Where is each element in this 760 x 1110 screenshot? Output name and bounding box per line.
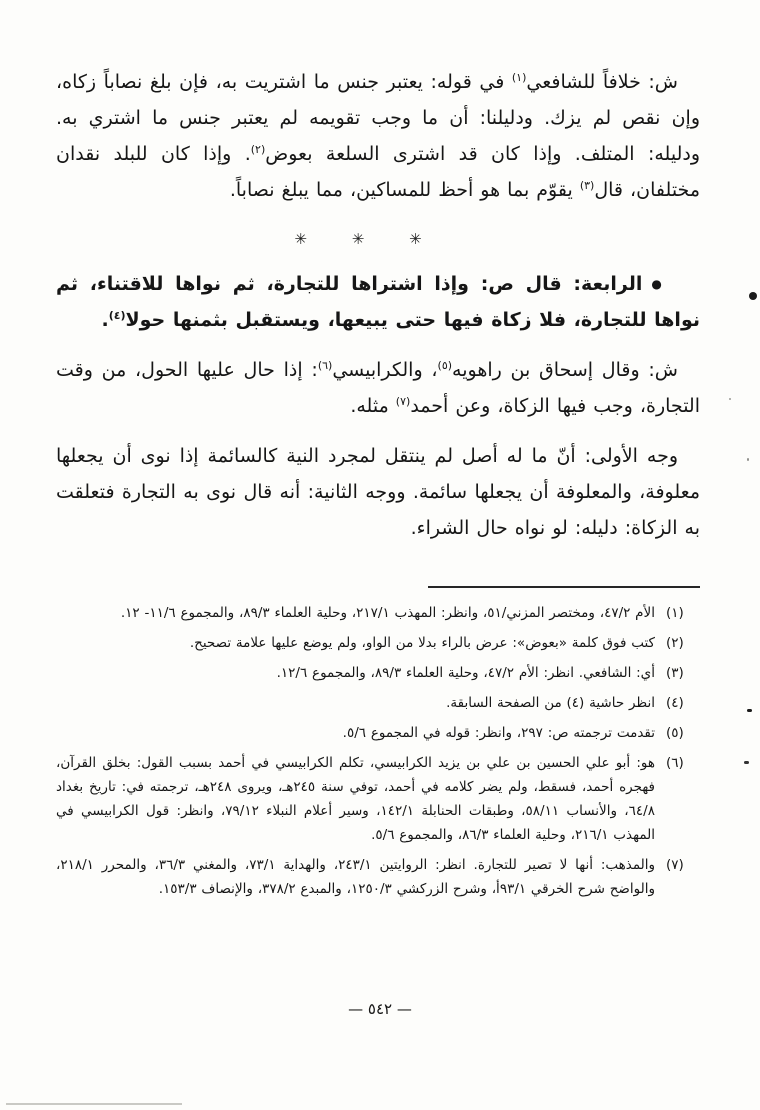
footnote-item bbox=[56, 721, 698, 745]
footnote-marker: (٣) bbox=[666, 665, 684, 681]
footnote-ref: (٢) bbox=[250, 143, 266, 156]
footnote-ref: (١) bbox=[511, 71, 527, 84]
footnote-marker: (٦) bbox=[666, 755, 684, 771]
footnote-item bbox=[56, 853, 698, 901]
footnote-separator-line bbox=[428, 586, 700, 588]
footnote-ref: (٧) bbox=[395, 395, 411, 408]
footnote-ref: (٦) bbox=[317, 359, 333, 372]
scan-edge-artifact bbox=[6, 1103, 182, 1105]
ink-speck bbox=[729, 398, 731, 400]
footnote-marker: (٥) bbox=[666, 725, 684, 741]
footnote-text: أي: الشافعي. انظر: الأم ٤٧/٢، وحلية العلماء ٨٩/٣، والمجموع ١٢/٦. bbox=[276, 665, 655, 681]
footnote-item bbox=[56, 631, 698, 655]
footnote-text: كتب فوق كلمة «بعوض»: عرض بالراء بدلا من الواو، ولم يوضع عليها علامة تصحيح. bbox=[189, 635, 655, 651]
para-shin-2: ش: وقال إسحاق بن راهويه$^{(٥)}$، والكرابيسي$^{(٦)}$: إذا حال عليها الحول، من وقت التجارة، وجب فيها الزكاة، وعن أحمد$^{(٧)}$ مثله. bbox=[56, 359, 700, 417]
ink-speck bbox=[747, 709, 752, 712]
ink-speck bbox=[749, 292, 757, 300]
para-shin-1: ش: خلافاً للشافعي$^{(١)}$ في قوله: يعتبر جنس ما اشتريت به، فإن بلغ نصاباً زكاه، وإن نقص لم يزك. ودليلنا: أن ما وجب تقويمه لم يعتبر جنس ما اشتري به. ودليله: المتلف. وإذا كان قد اشترى السلعة بعوض$^{(٢)}$. وإذا كان للبلد نقدان مختلفان، قال$^{(٣)}$ يقوّم بما هو أحظ للمساكين، مما يبلغ نصاباً. bbox=[56, 71, 701, 201]
para-rabia: ●الرابعة: قال ص: وإذا اشتراها للتجارة، ثم نواها للاقتناء، ثم نواها للتجارة، فلا زكاة فيها حتى يبيعها، ويستقبل بثمنها حولا$^{(٤)}$. bbox=[56, 273, 700, 331]
footnote-ref: (٥) bbox=[437, 359, 453, 372]
ink-speck bbox=[747, 458, 749, 461]
page-number: — ٥٤٢ — bbox=[348, 1000, 412, 1018]
footnote-marker: (٢) bbox=[666, 635, 684, 651]
main-text-block bbox=[56, 64, 700, 560]
footnote-text: الأم ٤٧/٢، ومختصر المزني/٥١، وانظر: المهذب ٢١٧/١، وحلية العلماء ٨٩/٣، والمجموع ١١/٦- ١٢. bbox=[120, 605, 655, 621]
stars-separator: ✳ ✳ ✳ bbox=[294, 230, 442, 248]
footnote-marker: (٧) bbox=[666, 857, 684, 873]
bullet-icon: ● bbox=[651, 277, 666, 291]
footnotes-block bbox=[56, 601, 698, 907]
footnote-item bbox=[56, 691, 698, 715]
footnote-marker: (١) bbox=[666, 605, 684, 621]
para-wajh: وجه الأولى: أنّ ما له أصل لم ينتقل لمجرد النية كالسائمة إذا نوى أن يجعلها معلوفة، والمعلوفة أن يجعلها سائمة. ووجه الثانية: أنه قال نوى به التجارة فتعلقت به الزكاة: دليله: لو نواه حال الشراء. bbox=[56, 445, 700, 539]
footnote-text: هو: أبو علي الحسين بن علي بن يزيد الكرابيسي، تكلم الكرابيسي في أحمد بسبب القول: بخلق القرآن، فهجره أحمد، فسقط، ولم يضر كلامه في أحمد، توفي سنة ٢٤٥هـ، ويروى ٢٤٨هـ، ترجمته في: تاريخ بغداد ٦٤/٨، والأنساب ٥٨/١١، وطبقات الحنابلة ١٤٢/١، وسير أعلام النبلاء ٧٩/١٢، وانظر: قول الكرابيسي في المهذب ٢١٦/١، وحلية العلماء ٨٦/٣، والمجموع ٥/٦. bbox=[56, 755, 655, 843]
footnote-text: والمذهب: أنها لا تصير للتجارة. انظر: الروايتين ٢٤٣/١، والهداية ٧٣/١، والمغني ٣٦/٣، والمحرر ٢١٨/١، والواضح شرح الخرقي ٩٣/١أ، وشرح الزركشي ١٢٥٠/٣، والمبدع ٣٧٨/٢، والإنصاف ١٥٣/٣. bbox=[56, 857, 656, 897]
footnote-item bbox=[56, 751, 698, 847]
footnote-item bbox=[56, 601, 698, 625]
footnote-item bbox=[56, 661, 698, 685]
footnote-marker: (٤) bbox=[666, 695, 684, 711]
ink-speck bbox=[744, 761, 749, 764]
footnote-text: تقدمت ترجمته ص: ٢٩٧، وانظر: قوله في المجموع ٥/٦. bbox=[342, 725, 655, 741]
footnote-ref: (٣) bbox=[579, 179, 595, 192]
footnote-ref: (٤) bbox=[108, 309, 126, 322]
footnote-text: انظر حاشية (٤) من الصفحة السابقة. bbox=[446, 695, 655, 711]
